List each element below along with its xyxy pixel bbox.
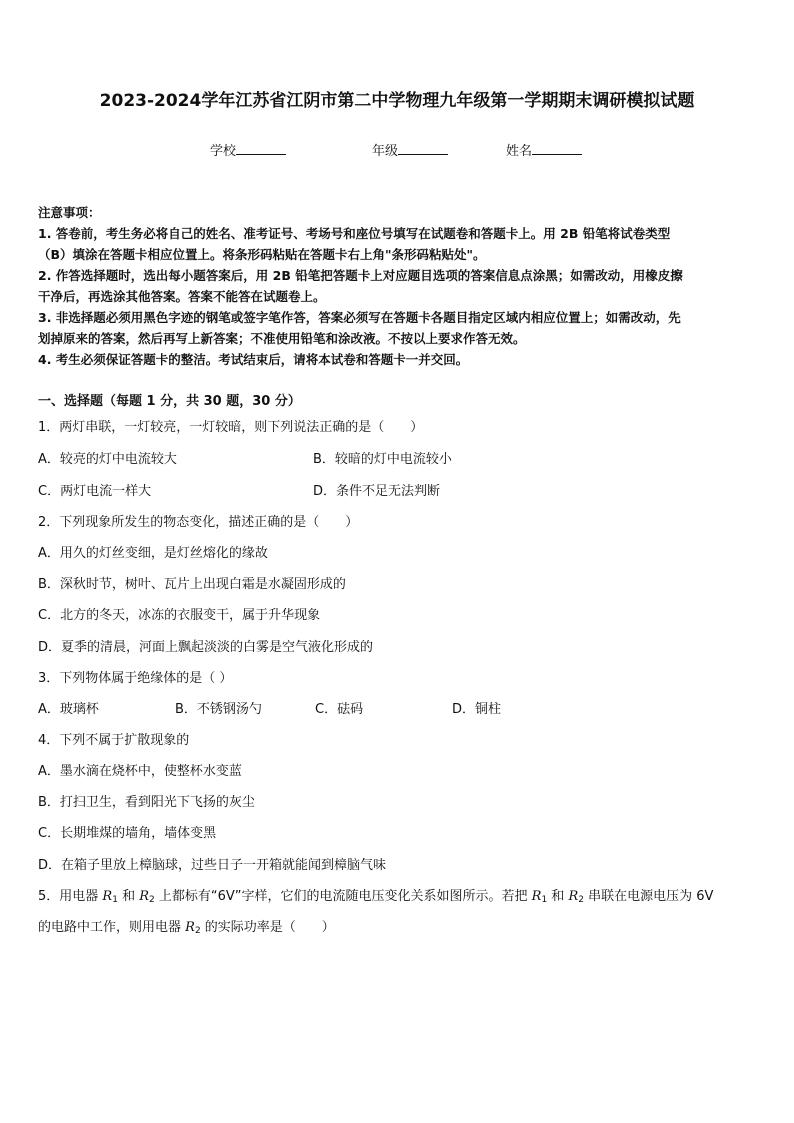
question-3-option-d: D．铜柱	[452, 702, 502, 717]
question-1-option-d: D．条件不足无法判断	[313, 484, 441, 499]
question-3-option-a: A．玻璃杯	[38, 702, 99, 717]
grade-blank	[398, 140, 448, 155]
question-3-option-c: C．砝码	[315, 702, 364, 717]
question-1-option-b: B．较暗的灯中电流较小	[313, 452, 452, 467]
notes-line: （B）填涂在答题卡相应位置上。将条形码粘贴在答题卡右上角"条形码粘贴处"。	[38, 247, 486, 262]
name-field	[506, 140, 582, 159]
question-5-stem-line-2: 的电路中工作，则用电器 $R_2$ 的实际功率是（ ）	[38, 920, 335, 936]
notes-line: 1. 答卷前，考生务必将自己的姓名、准考证号、考场号和座位号填写在试题卷和答题卡上。用 2B 铅笔将试卷类型	[38, 226, 671, 241]
question-3-option-b: B．不锈钢汤勺	[175, 702, 262, 717]
notes-line: 干净后，再选涂其他答案。答案不能答在试题卷上。	[38, 289, 326, 304]
notes-block	[38, 202, 758, 370]
question-4-stem: 4．下列不属于扩散现象的	[38, 733, 190, 748]
grade-field	[372, 140, 448, 159]
question-1-option-c: C．两灯电流一样大	[38, 484, 152, 499]
question-3-stem: 3．下列物体属于绝缘体的是（ ）	[38, 671, 233, 686]
grade-label: 年级	[372, 144, 399, 159]
question-2-option-b: B．深秋时节，树叶、瓦片上出现白霜是水凝固形成的	[38, 577, 346, 592]
notes-line: 3. 非选择题必须用黑色字迹的钢笔或签字笔作答，答案必须写在答题卡各题目指定区域内相应位置上；如需改动，先	[38, 310, 681, 325]
student-info-row	[0, 140, 794, 160]
notes-line: 2. 作答选择题时，选出每小题答案后，用 2B 铅笔把答题卡上对应题目选项的答案信息点涂黑；如需改动，用橡皮擦	[38, 268, 683, 283]
notes-line: 4. 考生必须保证答题卡的整洁。考试结束后，请将本试卷和答题卡一并交回。	[38, 352, 469, 367]
school-label: 学校	[210, 144, 237, 159]
question-4-option-c: C．长期堆煤的墙角，墙体变黑	[38, 826, 217, 841]
notes-line: 划掉原来的答案，然后再写上新答案；不准使用铅笔和涂改液。不按以上要求作答无效。	[38, 331, 526, 346]
question-2-option-a: A．用久的灯丝变细，是灯丝熔化的缘故	[38, 546, 268, 561]
question-2-option-c: C．北方的冬天，冰冻的衣服变干，属于升华现象	[38, 608, 321, 623]
page-title: 2023-2024学年江苏省江阴市第二中学物理九年级第一学期期末调研模拟试题	[99, 91, 695, 111]
school-field	[210, 140, 286, 159]
name-blank	[532, 140, 582, 155]
question-4-option-b: B．打扫卫生，看到阳光下飞扬的灰尘	[38, 795, 255, 810]
notes-heading: 注意事项：	[38, 205, 101, 220]
question-1-option-a: A．较亮的灯中电流较大	[38, 452, 177, 467]
question-1-stem: 1．两灯串联，一灯较亮，一灯较暗，则下列说法正确的是（ ）	[38, 420, 424, 435]
section-heading: 一、选择题（每题 1 分，共 30 题，30 分）	[38, 394, 301, 409]
question-4-option-a: A．墨水滴在烧杯中，使整杯水变蓝	[38, 764, 242, 779]
question-2-stem: 2．下列现象所发生的物态变化，描述正确的是（ ）	[38, 515, 359, 530]
question-4-option-d: D．在箱子里放上樟脑球，过些日子一开箱就能闻到樟脑气味	[38, 858, 387, 873]
question-5-stem-line-1: 5．用电器 $R_1$ 和 $R_2$ 上都标有“6V”字样，它们的电流随电压变化关系如图所示。若把 $R_1$ 和 $R_2$ 串联在电源电压为 6V	[38, 889, 714, 905]
question-2-option-d: D．夏季的清晨，河面上飘起淡淡的白雾是空气液化形成的	[38, 640, 374, 655]
name-label: 姓名	[506, 144, 533, 159]
school-blank	[236, 140, 286, 155]
